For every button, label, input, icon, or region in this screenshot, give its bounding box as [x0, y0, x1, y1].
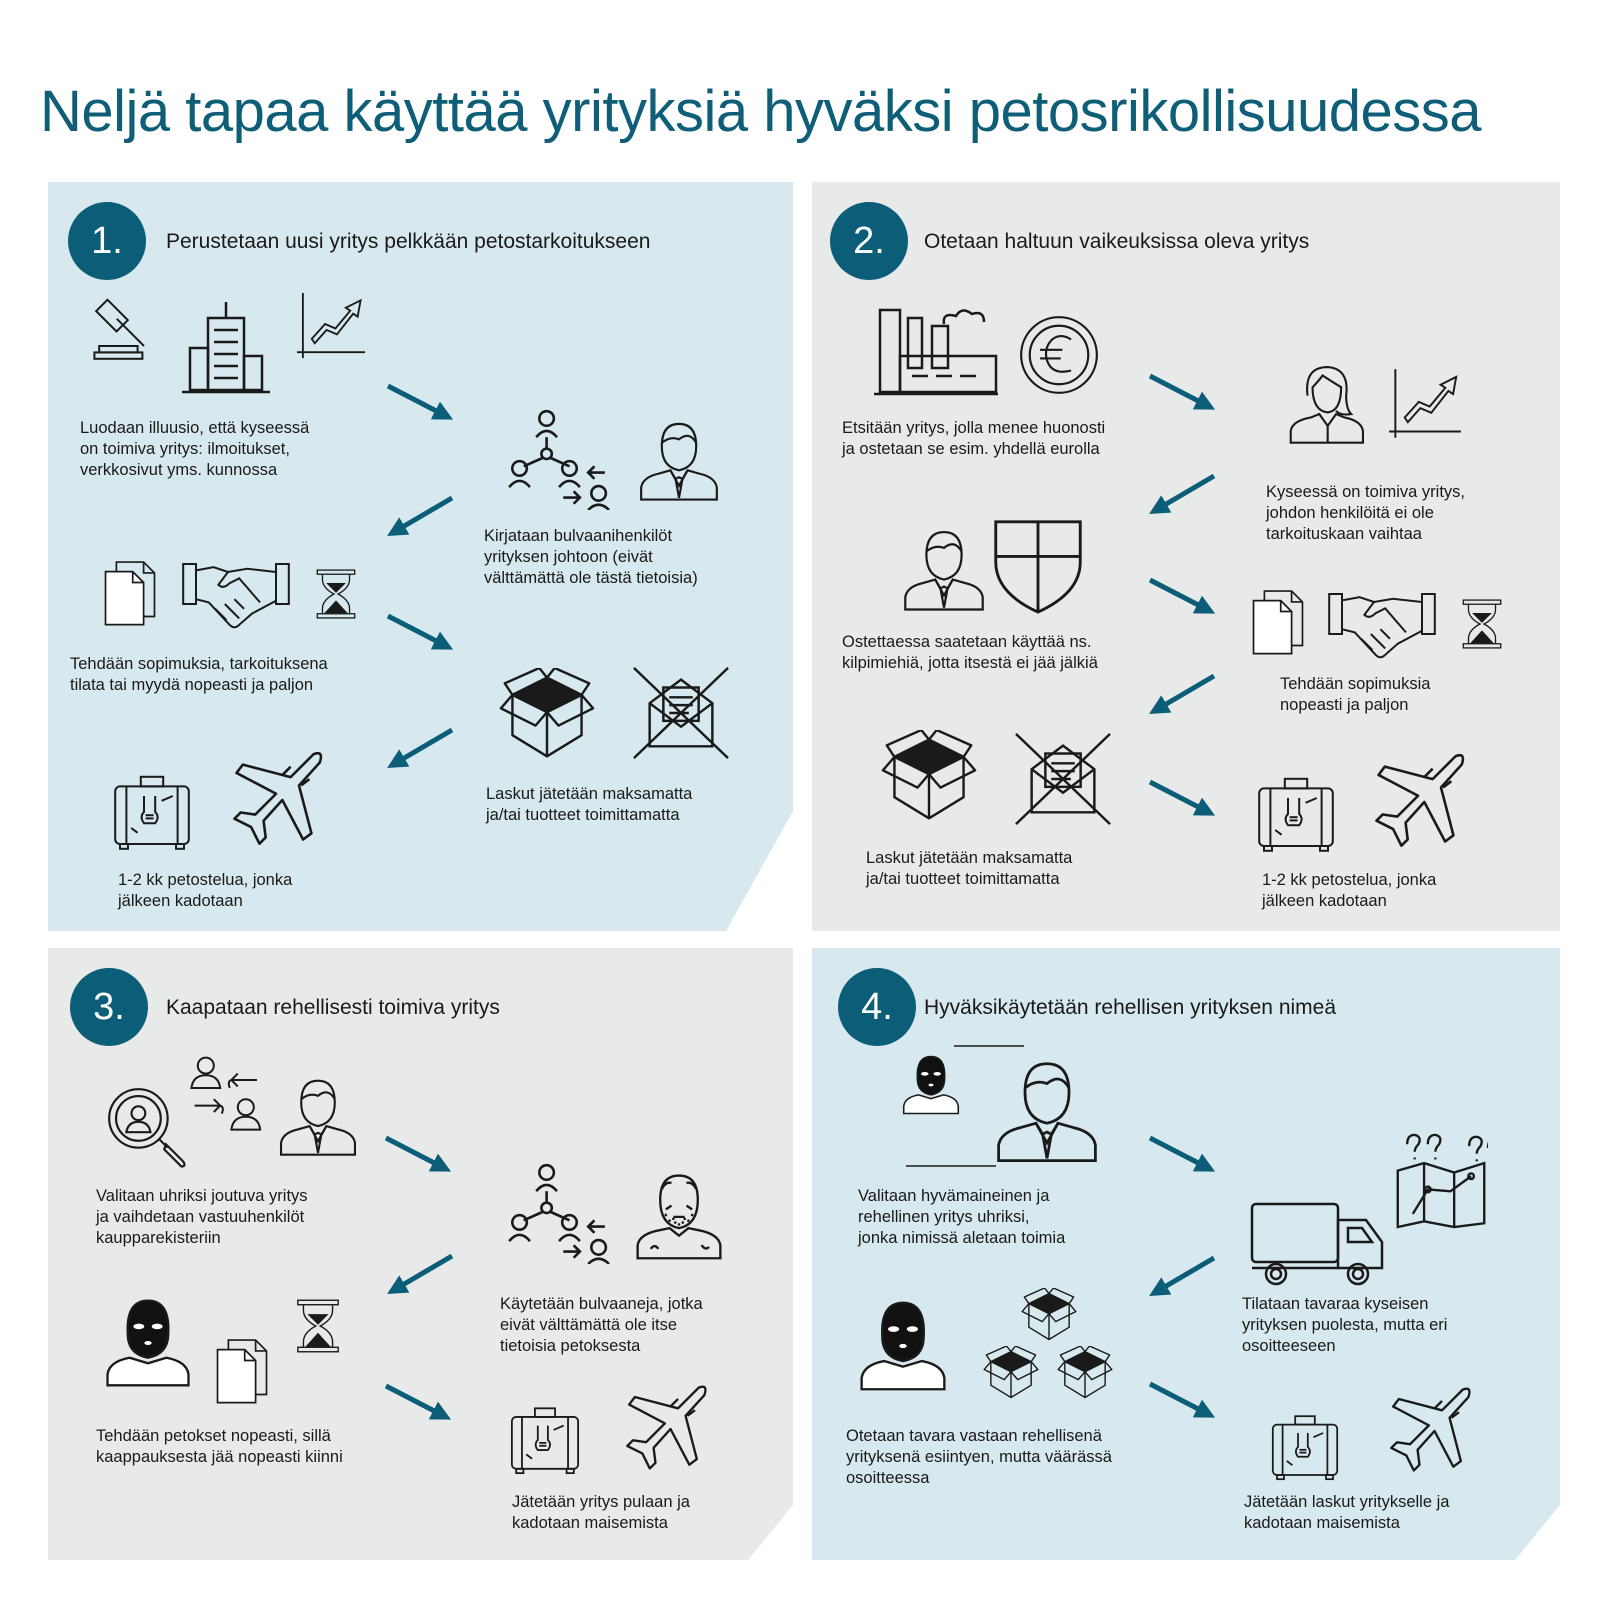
panel-4-step-4: Jätetään laskut yritykselle ja kadotaan maisemista	[1244, 1493, 1450, 1532]
arrow-down-left	[394, 730, 452, 764]
panel-3-step-2: Käytetään bulvaaneja, jotka eivät välttämättä ole itse tietoisia petoksesta	[500, 1295, 703, 1355]
arrow-down-right	[1150, 376, 1208, 406]
panel-3-heading: Kaapataan rehellisesti toimiva yritys	[166, 996, 500, 1019]
arrow-down-right	[1150, 580, 1208, 610]
panel-4-number-badge: 4.	[838, 968, 916, 1046]
panel-3-step-3: Tehdään petokset nopeasti, sillä kaappauksesta jää nopeasti kiinni	[96, 1427, 343, 1466]
arrow-down-right	[388, 386, 446, 416]
arrow-down-right	[386, 1138, 444, 1168]
panel-1-step-4: Laskut jätetään maksamatta ja/tai tuotteet toimittamatta	[486, 785, 693, 824]
arrow-down-right	[386, 1386, 444, 1416]
panel-2-number-badge: 2.	[830, 202, 908, 280]
panel-3-step-4: Jätetään yritys pulaan ja kadotaan maisemista	[512, 1493, 690, 1532]
arrow-down-left	[1156, 1258, 1214, 1292]
panel-3-number-badge: 3.	[70, 968, 148, 1046]
panel-4-step-2: Tilataan tavaraa kyseisen yrityksen puolesta, mutta eri osoitteeseen	[1242, 1295, 1448, 1355]
panel-2-step-6: 1-2 kk petostelua, jonka jälkeen kadotaan	[1262, 871, 1437, 910]
arrow-down-right	[1150, 782, 1208, 812]
panel-4-step-3: Otetaan tavara vastaan rehellisenä yrityksenä esiintyen, mutta väärässä osoitteessa	[846, 1427, 1112, 1487]
panel-1-heading: Perustetaan uusi yritys pelkkään petostarkoitukseen	[166, 230, 651, 253]
panel-2-step-2: Kyseessä on toimiva yritys, johdon henkilöitä ei ole tarkoituskaan vaihtaa	[1266, 483, 1465, 543]
page-title: Neljä tapaa käyttää yrityksiä hyväksi petosrikollisuudessa	[40, 79, 1482, 144]
arrow-down-right	[1150, 1384, 1208, 1414]
panel-2-step-4: Tehdään sopimuksia nopeasti ja paljon	[1280, 675, 1431, 714]
panel-4-heading: Hyväksikäytetään rehellisen yrityksen nimeä	[924, 996, 1337, 1019]
panel-1-step-1: Luodaan illuusio, että kyseessä on toimiva yritys: ilmoitukset, verkkosivut yms. kunnossa	[80, 419, 310, 479]
panel-2-step-5: Laskut jätetään maksamatta ja/tai tuotteet toimittamatta	[866, 849, 1073, 888]
panel-4-step-1: Valitaan hyvämaineinen ja rehellinen yritys uhriksi, jonka nimissä aletaan toimia	[858, 1187, 1066, 1247]
arrow-down-left	[394, 1256, 452, 1290]
arrow-down-left	[394, 498, 452, 532]
arrow-down-left	[1156, 676, 1214, 710]
panel-2-step-3: Ostettaessa saatetaan käyttää ns. kilpimiehiä, jotta itsestä ei jää jälkiä	[842, 633, 1098, 672]
panel-1-step-2: Kirjataan bulvaanihenkilöt yrityksen johtoon (eivät välttämättä ole tästä tietoisia)	[484, 527, 698, 587]
panel-1-step-5: 1-2 kk petostelua, jonka jälkeen kadotaan	[118, 871, 293, 910]
panel-3-step-1: Valitaan uhriksi joutuva yritys ja vaihdetaan vastuuhenkilöt kaupparekisteriin	[96, 1187, 308, 1247]
arrow-down-right	[1150, 1138, 1208, 1168]
panel-2-step-1: Etsitään yritys, jolla menee huonosti ja ostetaan se esim. yhdellä eurolla	[842, 419, 1106, 458]
arrow-down-left	[1156, 476, 1214, 510]
panel-1-step-3: Tehdään sopimuksia, tarkoituksena tilata tai myydä nopeasti ja paljon	[70, 655, 328, 694]
panel-1-number-badge: 1.	[68, 202, 146, 280]
arrow-down-right	[388, 616, 446, 646]
panel-2-heading: Otetaan haltuun vaikeuksissa oleva yritys	[924, 230, 1310, 253]
